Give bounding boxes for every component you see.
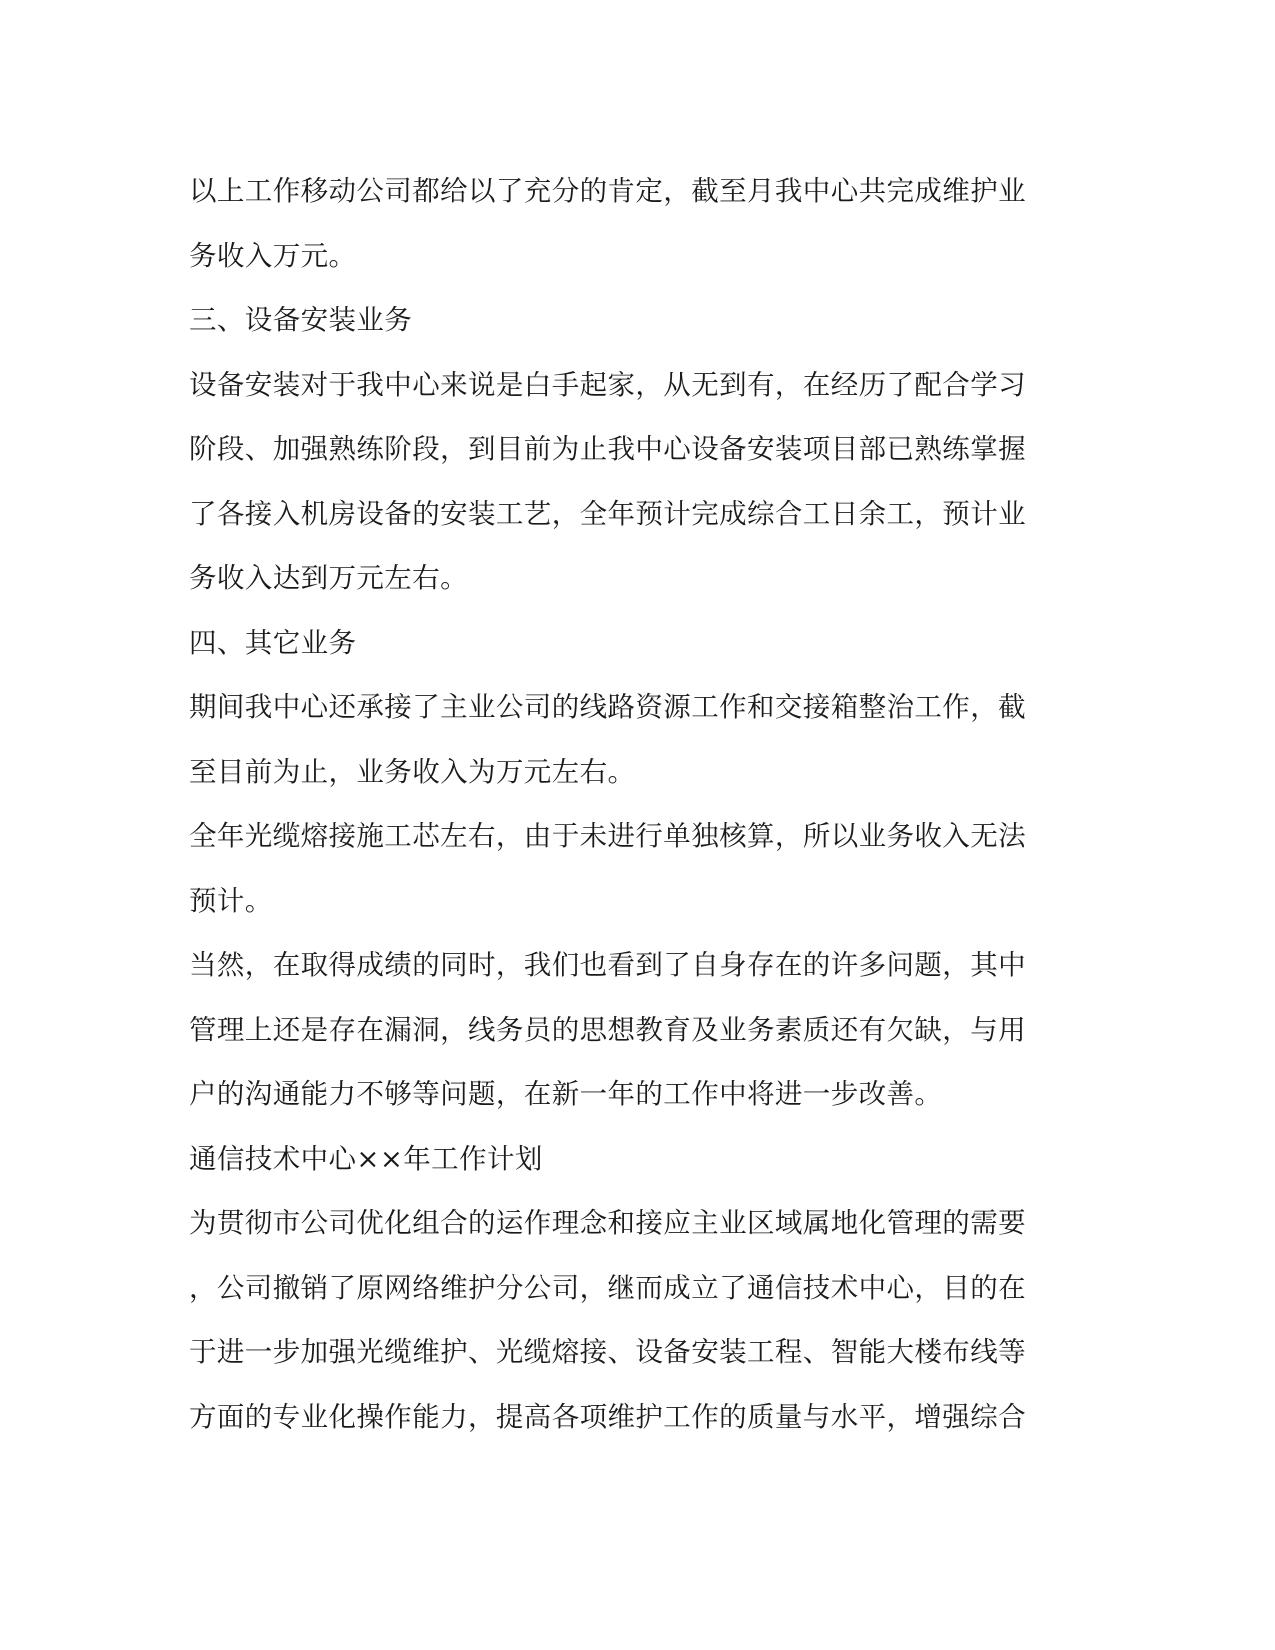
paragraph-line: 务收入达到万元左右。 [189,562,468,594]
paragraph-line: 为贯彻市公司优化组合的运作理念和接应主业区域属地化管理的需要 [189,1207,1026,1239]
paragraph-line: 管理上还是存在漏洞，线务员的思想教育及业务素质还有欠缺，与用 [189,1014,1026,1046]
section-heading: 三、设备安装业务 [189,304,413,336]
section-heading: 四、其它业务 [189,627,357,659]
paragraph-line: 阶段、加强熟练阶段，到目前为止我中心设备安装项目部已熟练掌握 [189,433,1026,465]
paragraph-line: 户的沟通能力不够等问题，在新一年的工作中将进一步改善。 [189,1078,943,1110]
paragraph-line: 至目前为止，业务收入为万元左右。 [189,756,636,788]
section-heading: 通信技术中心××年工作计划 [189,1143,543,1175]
paragraph-line: 全年光缆熔接施工芯左右，由于未进行单独核算，所以业务收入无法 [189,820,1026,852]
paragraph-line: 了各接入机房设备的安装工艺，全年预计完成综合工日余工，预计业 [189,498,1026,530]
paragraph-line: 期间我中心还承接了主业公司的线路资源工作和交接箱整治工作，截 [189,691,1026,723]
paragraph-line: 于进一步加强光缆维护、光缆熔接、设备安装工程、智能大楼布线等 [189,1336,1026,1368]
paragraph-line: 务收入万元。 [189,240,357,272]
paragraph-line: 设备安装对于我中心来说是白手起家，从无到有，在经历了配合学习 [189,369,1026,401]
paragraph-line: 以上工作移动公司都给以了充分的肯定，截至月我中心共完成维护业 [189,175,1026,207]
paragraph-line: 预计。 [189,885,273,917]
paragraph-line: 当然，在取得成绩的同时，我们也看到了自身存在的许多问题，其中 [189,949,1026,981]
paragraph-line: ，公司撤销了原网络维护分公司，继而成立了通信技术中心，目的在 [189,1272,1026,1304]
paragraph-line: 方面的专业化操作能力，提高各项维护工作的质量与水平，增强综合 [189,1401,1026,1433]
